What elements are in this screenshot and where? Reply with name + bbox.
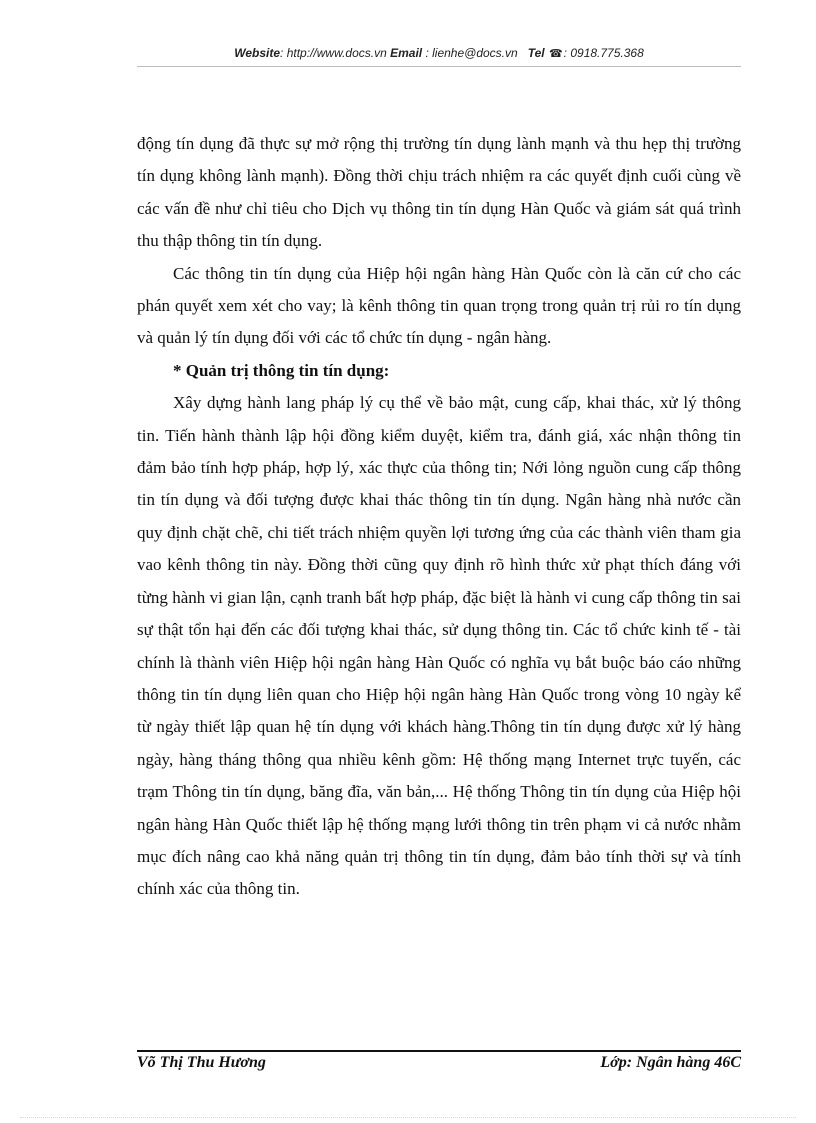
- section-heading: * Quản trị thông tin tín dụng:: [173, 360, 390, 380]
- page-footer: [137, 1054, 741, 1072]
- page-header: [137, 46, 741, 67]
- tel-label: Tel: [527, 46, 545, 60]
- website-value: : http://www.docs.vn: [280, 46, 387, 60]
- email-label: Email: [390, 46, 423, 60]
- email-value: : lienhe@docs.vn: [422, 46, 518, 60]
- paragraph-continuation: động tín dụng đã thực sự mở rộng thị trường tín dụng lành mạnh và thu hẹp thị trường tín dụng không lành mạnh). Đồng thời chịu trách nhiệm ra các quyết định cuối cùng về các vấn đề như chỉ tiêu cho Dịch vụ thông tin tín dụng Hàn Quốc và giám sát quá trình thu thập thông tin tín dụng.: [137, 134, 741, 251]
- paragraph: Xây dựng hành lang pháp lý cụ thể về bảo mật, cung cấp, khai thác, xử lý thông tin. Tiến hành thành lập hội đồng kiểm duyệt, kiểm tra, đánh giá, xác nhận thông tin đảm bảo tính hợp pháp, hợp lý, xác thực của thông tin; Nới lỏng nguồn cung cấp thông tin tín dụng và đối tượng được khai thác thông tin tín dụng. Ngân hàng nhà nước cần quy định chặt chẽ, chi tiết trách nhiệm quyền lợi tương ứng của các thành viên tham gia vao kênh thông tin này. Đồng thời cũng quy định rõ hình thức xử phạt thích đáng với từng hành vi gian lận, cạnh tranh bất hợp pháp, đặc biệt là hành vi cung cấp thông tin sai sự thật tổn hại đến các đối tượng khai thác, sử dụng thông tin. Các tổ chức kinh tế - tài chính là thành viên Hiệp hội ngân hàng Hàn Quốc có nghĩa vụ bắt buộc báo cáo những thông tin tín dụng liên quan cho Hiệp hội ngân hàng Hàn Quốc trong vòng 10 ngày kể từ ngày thiết lập quan hệ tín dụng với khách hàng.Thông tin tín dụng được xử lý hàng ngày, hàng tháng thông qua nhiều kênh gồm: Hệ thống mạng Internet trực tuyến, các trạm Thông tin tín dụng, băng đĩa, văn bản,... Hệ thống Thông tin tín dụng của Hiệp hội ngân hàng Hàn Quốc thiết lập hệ thống mạng lưới thông tin trên phạm vi cả nước nhằm mục đích nâng cao khả năng quản trị thông tin tín dụng, đảm bảo tính thời sự và tính chính xác của thông tin.: [137, 393, 741, 899]
- website-label: Website: [234, 46, 281, 60]
- footer-divider: [137, 1050, 741, 1052]
- paragraph: Các thông tin tín dụng của Hiệp hội ngân hàng Hàn Quốc còn là căn cứ cho các phán quyết xem xét cho vay; là kênh thông tin quan trọng trong quản trị rủi ro tín dụng và quản lý tín dụng đối với các tổ chức tín dụng - ngân hàng.: [137, 263, 741, 348]
- tel-value: : 0918.775.368: [563, 46, 644, 60]
- telephone-icon: ☎: [548, 48, 563, 60]
- page-bottom-dotted-line: [20, 1117, 796, 1118]
- footer-class: Lớp: Ngân hàng 46C: [600, 1054, 741, 1071]
- document-body: [137, 128, 741, 906]
- footer-author: Võ Thị Thu Hương: [137, 1054, 266, 1071]
